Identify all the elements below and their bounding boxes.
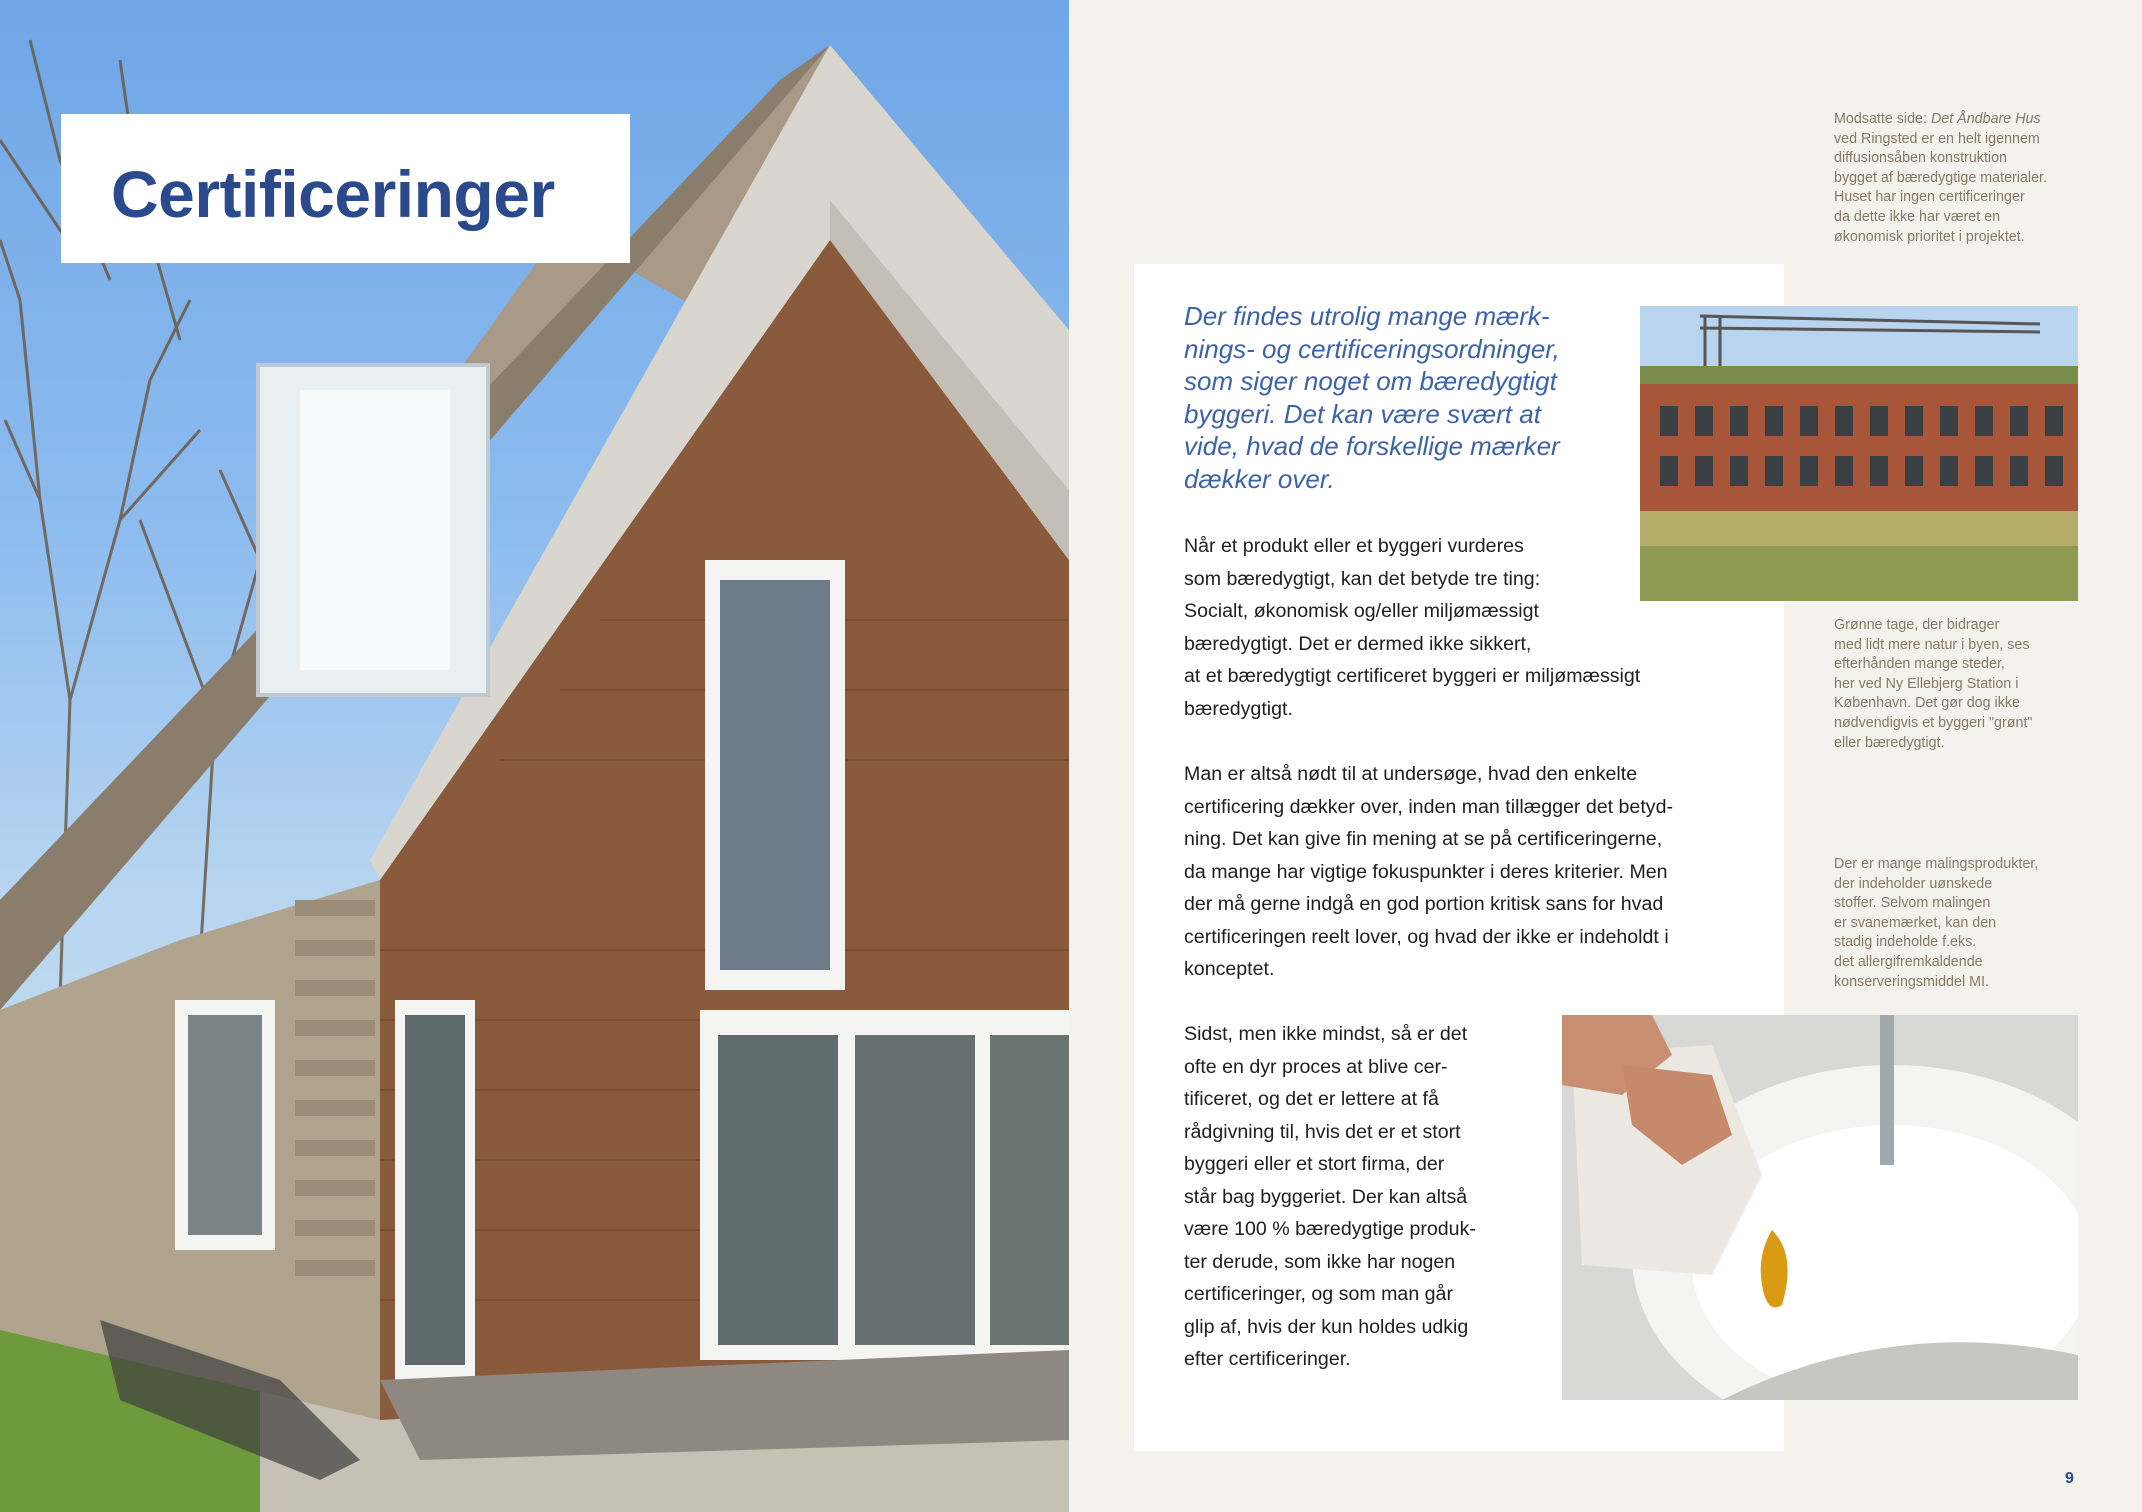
caption-house-rest: ved Ringsted er en helt igennem diffusionsåben konstruktion bygget af bæredygtige materialer. Huset har ingen certificeringer da dette ikke har været en økonomisk prioritet i projektet.	[1834, 130, 2047, 245]
paint-image	[1562, 1015, 2078, 1400]
title-box	[61, 114, 630, 263]
lead-paragraph: Der findes utrolig mange mærk- nings- og certificeringsordninger, som siger noget om bæredygtigt byggeri. Det kan være svært at vide, hvad de forskellige mærker dækker over.	[1184, 301, 1560, 494]
caption-house-prefix: Modsatte side:	[1834, 111, 1931, 127]
cover-photo-house	[0, 0, 1069, 1512]
paint-photo	[1562, 1015, 2078, 1400]
page-number: 9	[2065, 1470, 2074, 1487]
text-page	[1069, 0, 2142, 1512]
green-roof-photo	[1640, 306, 2078, 601]
body-paragraph-2: Man er altså nødt til at undersøge, hvad den enkelte certificering dækker over, inden man tillægger det betyd- ning. Det kan give fin mening at se på certificeringerne, da mange har vigtige fokuspunkter i deres kriterier. Men der må gerne indgå en god portion kritisk sans for hvad certificeringen reelt lover, og hvad der ikke er indeholdt i konceptet.	[1184, 763, 1673, 980]
body-paragraph-3: Sidst, men ikke mindst, så er det ofte en dyr proces at blive cer- tificeret, og det er lettere at få rådgivning til, hvis det er et stort byggeri eller et stort firma, der står bag byggeriet. Der kan altså være 100 % bæredygtige produk- ter derude, som ikke har nogen certificeringer, og som man går glip af, hvis der kun holdes udkig efter certificeringer.	[1184, 1023, 1476, 1370]
caption-house-italic: Det Åndbare Hus	[1930, 111, 2041, 127]
caption-house	[1834, 110, 2094, 247]
green-roof-image	[1640, 306, 2078, 601]
caption-paint: Der er mange malingsprodukter, der indeholder uønskede stoffer. Selvom malingen er svanemærket, kan den stadig indeholde f.eks. det allergifremkaldende konserveringsmiddel MI.	[1834, 856, 2039, 990]
caption-green-roof: Grønne tage, der bidrager med lidt mere natur i byen, ses efterhånden mange steder, her ved Ny Ellebjerg Station i København. Det gør dog ikke nødvendigvis et byggeri "grønt" eller bæredygtigt.	[1834, 617, 2033, 751]
page-title: Certificeringer	[111, 157, 555, 231]
body-paragraph-1: Når et produkt eller et byggeri vurderes som bæredygtigt, kan det betyde tre ting: Socialt, økonomisk og/eller miljømæssigt bæredygtigt. Det er dermed ikke sikkert, at et bæredygtigt certificeret byggeri er miljømæssigt bæredygtigt.	[1184, 535, 1641, 720]
